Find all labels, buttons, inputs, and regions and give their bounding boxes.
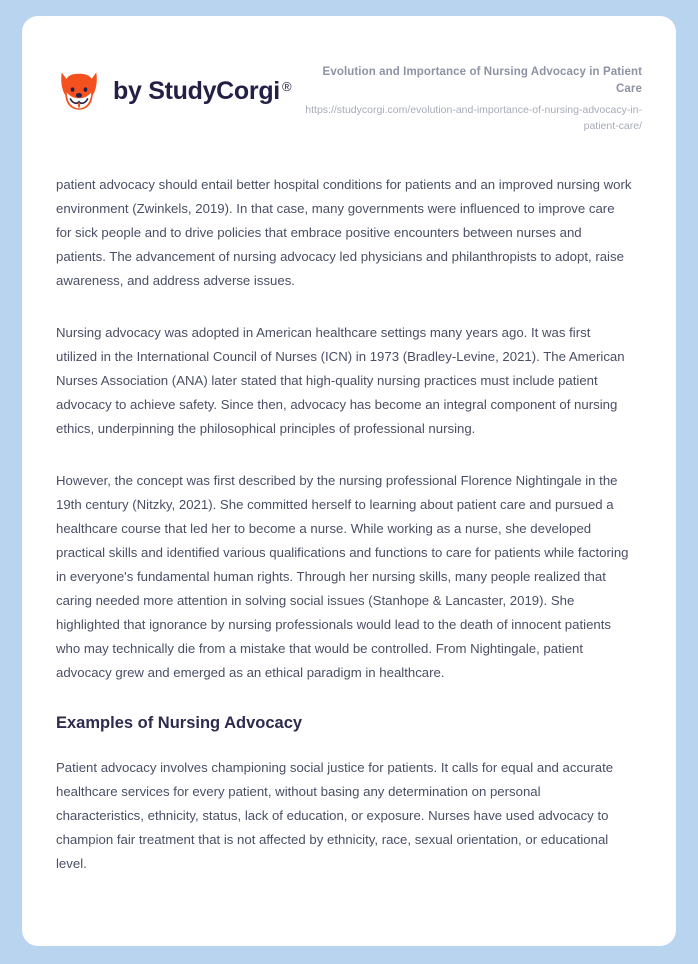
document-body (22, 173, 676, 876)
brand-logo-block (56, 60, 292, 114)
body-paragraph: However, the concept was first described by the nursing professional Florence Nightingale in the 19th century (Nitzky, 2021). She committed herself to learning about patient care and pursued a healthcare course that led her to become a nurse. While working as a nurse, she developed practical skills and identified various qualifications and functions to care for patients while factoring in everyone's fundamental human rights. Through her nursing skills, many people realized that caring needed more attention in solving social issues (Stanhope & Lancaster, 2019). She highlighted that ignorance by nursing professionals would lead to the death of innocent patients who may technically die from a mistake that would be controlled. From Nightingale, patient advocacy grew and emerged as an ethical paradigm in healthcare. (56, 472, 629, 680)
document-title: Evolution and Importance of Nursing Advocacy in Patient Care (322, 66, 642, 95)
body-paragraph: Nursing advocacy was adopted in American healthcare settings many years ago. It was first utilized in the International Council of Nurses (ICN) in 1973 (Bradley-Levine, 2021). The American Nurses Association (ANA) later stated that high-quality nursing practices must include patient advocacy to achieve safety. Since then, advocacy has become an integral component of nursing ethics, underpinning the philosophical principles of professional nursing. (56, 324, 625, 436)
document-source-url[interactable]: https://studycorgi.com/evolution-and-importance-of-nursing-advocacy-in-patient-care/ (305, 104, 642, 133)
header-meta-block (294, 60, 642, 135)
document-header (22, 16, 676, 135)
document-page-card (22, 16, 676, 946)
section-heading: Examples of Nursing Advocacy (56, 713, 303, 732)
registered-trademark-icon: ® (281, 78, 292, 94)
body-paragraph: Patient advocacy involves championing social justice for patients. It calls for equal and accurate healthcare services for every patient, without basing any determination on personal characteristics, ethnicity, status, lack of education, or exposure. Nurses have used advocacy to champion fair treatment that is not affected by ethnicity, race, sexual orientation, or educational level. (56, 760, 614, 872)
corgi-mascot-icon (56, 68, 102, 114)
body-paragraph: patient advocacy should entail better hospital conditions for patients and an improved nursing work environment (Zwinkels, 2019). In that case, many governments were influenced to improve care for sick people and to drive policies that embrace positive encounters between nurses and patients. The advancement of nursing advocacy led physicians and philanthropists to adopt, raise awareness, and address adverse issues. (56, 176, 632, 288)
brand-name: by StudyCorgi (113, 76, 280, 105)
brand-wordmark (113, 76, 292, 105)
